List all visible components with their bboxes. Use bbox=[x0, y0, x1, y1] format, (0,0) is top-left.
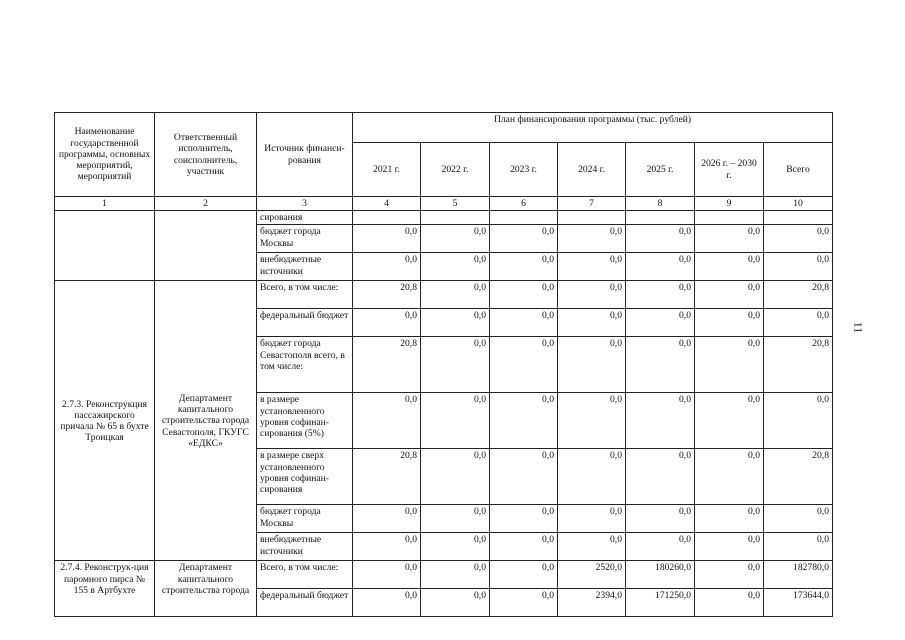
header-year: 2025 г. bbox=[626, 143, 695, 197]
amount-cell: 0,0 bbox=[695, 561, 764, 589]
column-number: 6 bbox=[490, 197, 558, 211]
table-body bbox=[55, 113, 833, 617]
amount-cell: 0,0 bbox=[558, 309, 626, 337]
amount-cell: 0,0 bbox=[353, 505, 421, 533]
amount-cell: 0,0 bbox=[421, 281, 490, 309]
amount-cell: 2394,0 bbox=[558, 589, 626, 617]
amount-cell: 0,0 bbox=[695, 337, 764, 393]
amount-cell: 173644,0 bbox=[764, 589, 833, 617]
funding-source-cell: бюджет города Севастополя всего, в том числе: bbox=[257, 337, 353, 393]
amount-cell: 0,0 bbox=[490, 393, 558, 449]
table-row bbox=[55, 211, 833, 225]
funding-source-cell: внебюджетные источники bbox=[257, 533, 353, 561]
amount-cell: 0,0 bbox=[626, 393, 695, 449]
amount-cell bbox=[490, 211, 558, 225]
amount-cell: 0,0 bbox=[558, 449, 626, 505]
measure-name-cell: 2.7.4. Реконструк-ция паромного пирса № 155 в Артбухте bbox=[55, 561, 155, 617]
funding-source-cell: в размере сверх установленного уровня софинан-сирования bbox=[257, 449, 353, 505]
amount-cell: 0,0 bbox=[695, 309, 764, 337]
measure-name-cell: 2.7.3. Реконструкция пассажирского причала № 65 в бухте Троицкая bbox=[55, 281, 155, 561]
header-plan: План финансирования программы (тыс. рублей) bbox=[353, 113, 833, 143]
funding-source-cell: бюджет города Москвы bbox=[257, 225, 353, 253]
amount-cell: 0,0 bbox=[695, 449, 764, 505]
amount-cell: 0,0 bbox=[353, 225, 421, 253]
amount-cell: 0,0 bbox=[626, 309, 695, 337]
amount-cell: 180260,0 bbox=[626, 561, 695, 589]
amount-cell: 0,0 bbox=[558, 337, 626, 393]
amount-cell: 0,0 bbox=[490, 253, 558, 281]
amount-cell bbox=[353, 211, 421, 225]
funding-source-cell: Всего, в том числе: bbox=[257, 281, 353, 309]
amount-cell: 0,0 bbox=[626, 253, 695, 281]
amount-cell: 0,0 bbox=[421, 393, 490, 449]
column-number: 5 bbox=[421, 197, 490, 211]
amount-cell: 0,0 bbox=[421, 561, 490, 589]
amount-cell: 0,0 bbox=[695, 253, 764, 281]
amount-cell bbox=[421, 211, 490, 225]
column-number: 10 bbox=[764, 197, 833, 211]
amount-cell: 0,0 bbox=[558, 533, 626, 561]
amount-cell: 0,0 bbox=[490, 337, 558, 393]
amount-cell: 0,0 bbox=[764, 393, 833, 449]
amount-cell: 0,0 bbox=[421, 449, 490, 505]
header-year: 2024 г. bbox=[558, 143, 626, 197]
amount-cell bbox=[626, 211, 695, 225]
column-number: 1 bbox=[55, 197, 155, 211]
amount-cell: 171250,0 bbox=[626, 589, 695, 617]
amount-cell: 0,0 bbox=[695, 505, 764, 533]
amount-cell: 20,8 bbox=[764, 337, 833, 393]
amount-cell: 20,8 bbox=[353, 281, 421, 309]
amount-cell: 0,0 bbox=[626, 533, 695, 561]
amount-cell: 0,0 bbox=[764, 505, 833, 533]
amount-cell: 0,0 bbox=[626, 337, 695, 393]
table-row bbox=[55, 281, 833, 309]
amount-cell: 0,0 bbox=[695, 225, 764, 253]
executor-cell: Департамент капитального строительства города bbox=[155, 561, 257, 617]
amount-cell: 0,0 bbox=[421, 589, 490, 617]
amount-cell: 0,0 bbox=[353, 561, 421, 589]
amount-cell: 0,0 bbox=[353, 309, 421, 337]
amount-cell: 0,0 bbox=[490, 533, 558, 561]
amount-cell: 0,0 bbox=[558, 505, 626, 533]
amount-cell: 0,0 bbox=[490, 309, 558, 337]
amount-cell: 0,0 bbox=[353, 589, 421, 617]
column-number: 9 bbox=[695, 197, 764, 211]
amount-cell: 0,0 bbox=[764, 533, 833, 561]
column-number: 3 bbox=[257, 197, 353, 211]
executor-cell bbox=[155, 211, 257, 281]
amount-cell: 0,0 bbox=[421, 225, 490, 253]
amount-cell: 0,0 bbox=[695, 589, 764, 617]
funding-source-cell: сирования bbox=[257, 211, 353, 225]
header-year: 2021 г. bbox=[353, 143, 421, 197]
header-year: 2023 г. bbox=[490, 143, 558, 197]
column-number: 8 bbox=[626, 197, 695, 211]
column-number: 7 bbox=[558, 197, 626, 211]
funding-source-cell: федеральный бюджет bbox=[257, 589, 353, 617]
funding-source-cell: бюджет города Москвы bbox=[257, 505, 353, 533]
amount-cell: 0,0 bbox=[353, 533, 421, 561]
page-number: 11 bbox=[851, 321, 866, 334]
amount-cell bbox=[558, 211, 626, 225]
amount-cell: 0,0 bbox=[353, 253, 421, 281]
amount-cell: 0,0 bbox=[626, 449, 695, 505]
amount-cell: 0,0 bbox=[421, 533, 490, 561]
amount-cell: 0,0 bbox=[626, 505, 695, 533]
amount-cell: 0,0 bbox=[626, 225, 695, 253]
amount-cell: 0,0 bbox=[558, 253, 626, 281]
amount-cell: 0,0 bbox=[695, 533, 764, 561]
amount-cell: 0,0 bbox=[490, 561, 558, 589]
amount-cell: 0,0 bbox=[695, 281, 764, 309]
amount-cell: 0,0 bbox=[490, 589, 558, 617]
amount-cell: 0,0 bbox=[695, 393, 764, 449]
amount-cell: 0,0 bbox=[558, 281, 626, 309]
amount-cell: 0,0 bbox=[421, 337, 490, 393]
amount-cell: 0,0 bbox=[764, 253, 833, 281]
amount-cell: 20,8 bbox=[764, 281, 833, 309]
funding-source-cell: федеральный бюджет bbox=[257, 309, 353, 337]
amount-cell: 0,0 bbox=[490, 505, 558, 533]
measure-name-cell bbox=[55, 211, 155, 281]
funding-source-cell: внебюджетные источники bbox=[257, 253, 353, 281]
amount-cell: 0,0 bbox=[490, 449, 558, 505]
amount-cell: 182780,0 bbox=[764, 561, 833, 589]
header-total: Всего bbox=[764, 143, 833, 197]
funding-source-cell: в размере установленного уровня софинан-сирования (5%) bbox=[257, 393, 353, 449]
amount-cell bbox=[764, 211, 833, 225]
amount-cell: 0,0 bbox=[558, 225, 626, 253]
amount-cell: 0,0 bbox=[353, 393, 421, 449]
amount-cell: 20,8 bbox=[353, 337, 421, 393]
column-number: 4 bbox=[353, 197, 421, 211]
amount-cell: 0,0 bbox=[626, 281, 695, 309]
amount-cell: 0,0 bbox=[421, 505, 490, 533]
amount-cell: 2520,0 bbox=[558, 561, 626, 589]
amount-cell bbox=[695, 211, 764, 225]
header-year: 2022 г. bbox=[421, 143, 490, 197]
executor-cell: Департамент капитального строительства города Севастополя, ГКУГС «ЕДКС» bbox=[155, 281, 257, 561]
amount-cell: 0,0 bbox=[421, 253, 490, 281]
financing-table bbox=[54, 112, 833, 617]
header-col2: Ответственный исполнитель, соисполнитель, участник bbox=[155, 113, 257, 197]
header-col3: Источник финанси-рования bbox=[257, 113, 353, 197]
amount-cell: 20,8 bbox=[764, 449, 833, 505]
header-col1: Наименование государственной программы, основных мероприятий, мероприятий bbox=[55, 113, 155, 197]
table-row bbox=[55, 561, 833, 589]
amount-cell: 0,0 bbox=[490, 225, 558, 253]
amount-cell: 0,0 bbox=[421, 309, 490, 337]
amount-cell: 0,0 bbox=[764, 225, 833, 253]
amount-cell: 20,8 bbox=[353, 449, 421, 505]
funding-source-cell: Всего, в том числе: bbox=[257, 561, 353, 589]
header-year: 2026 г. – 2030 г. bbox=[695, 143, 764, 197]
amount-cell: 0,0 bbox=[764, 309, 833, 337]
amount-cell: 0,0 bbox=[558, 393, 626, 449]
column-number: 2 bbox=[155, 197, 257, 211]
amount-cell: 0,0 bbox=[490, 281, 558, 309]
